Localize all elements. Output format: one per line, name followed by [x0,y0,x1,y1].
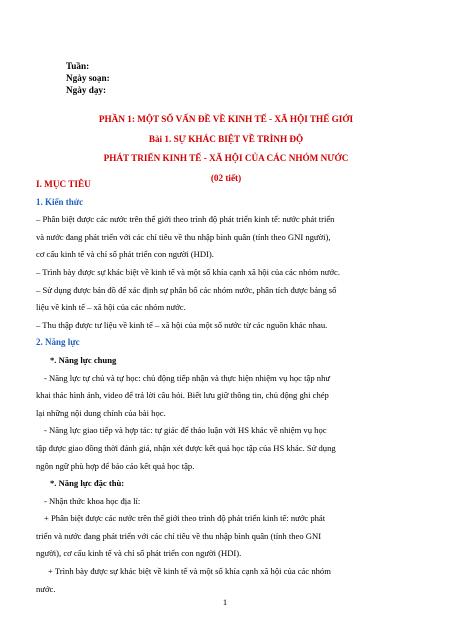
knowledge-item [36,282,416,317]
text-line: người), cơ cấu kinh tế và chỉ số phát triển con người (HDI). [36,548,242,559]
page-number: 1 [222,597,228,607]
text-line: cơ cấu kinh tế và chỉ số phát triển con người (HDI). [36,249,214,260]
text-line: liệu về kinh tế – xã hội của các nhóm nước. [36,302,186,313]
text-line: khai thác hình ảnh, video để trả lời câu hỏi. Biết lưu giữ thông tin, chủ động ghi chép [36,390,329,401]
general-competence-item [36,422,416,475]
lesson-meta [66,60,110,96]
general-competence-item [36,370,416,423]
general-competence-heading: *. Năng lực chung [50,354,117,365]
text-line: ngôn ngữ phù hợp để báo cáo kết quả học tập. [36,460,195,471]
specific-competence-item [36,510,416,563]
specific-intro [36,493,416,511]
knowledge-heading: 1. Kiến thức [36,196,84,207]
teach-date-label: Ngày dạy: [66,85,107,95]
text-line: - Năng lực giao tiếp và hợp tác: tự giác để thảo luận với HS khác về nhiệm vụ học [44,425,327,436]
part-title: PHẦN 1: MỘT SỐ VẤN ĐỀ VỀ KINH TẾ - XÃ HỘI THẾ GIỚI [98,114,354,124]
text-line: - Năng lực tự chủ và tự học: chủ động tiếp nhận và thực hiện nhiệm vụ học tập như [44,372,331,383]
text-line: – Trình bày được sự khác biệt về kinh tế và một số khía cạnh xã hội của các nhóm nước. [36,266,340,277]
text-line: – Sử dụng được bản đồ để xác định sự phân bố các nhóm nước, phân tích được bảng số [36,284,337,295]
lesson-title-cont: PHÁT TRIỂN KINH TẾ - XÃ HỘI CỦA CÁC NHÓM NƯỚC [103,153,349,163]
text-line: – Thu thập được tư liệu về kinh tế – xã hội của một số nước từ các nguồn khác nhau. [36,319,328,330]
specific-competence-heading: *. Năng lực đặc thù: [50,478,125,489]
text-line: triển và nước đang phát triển với các chỉ tiêu về thu nhập bình quân (tính theo GNI [36,530,322,541]
section-heading-objectives: I. MỤC TIÊU [36,179,91,189]
text-line: lại những nội dung chính của bài học. [36,407,166,418]
text-line: – Phân biệt được các nước trên thế giới theo trình độ phát triển kinh tế: nước phát triển [36,214,335,225]
lesson-body [36,176,416,598]
text-line: + Trình bày được sự khác biệt về kinh tế và một số khía cạnh xã hội của các nhóm [48,566,331,577]
knowledge-item [36,317,416,335]
text-line: tập được giao đồng thời đánh giá, nhận xét được kết quả học tập của HS khác. Sử dụng [36,442,336,453]
prep-date-label: Ngày soạn: [66,73,110,83]
specific-competence-item [36,563,416,598]
text-line: - Nhận thức khoa học địa lí: [44,495,141,506]
lesson-title: Bài 1. SỰ KHÁC BIỆT VỀ TRÌNH ĐỘ [148,133,304,144]
text-line: và nước đang phát triển với các chỉ tiêu về thu nhập bình quân (tính theo GNI người), [36,231,331,242]
knowledge-item [36,211,416,264]
text-line: + Phân biệt được các nước trên thế giới theo trình độ phát triển kinh tế: nước phát [44,513,326,524]
week-label: Tuần: [66,61,90,71]
knowledge-item [36,264,416,282]
lesson-duration: (02 tiết) [210,172,242,183]
text-line: nước. [36,583,56,594]
competence-heading: 2. Năng lực [36,337,80,348]
